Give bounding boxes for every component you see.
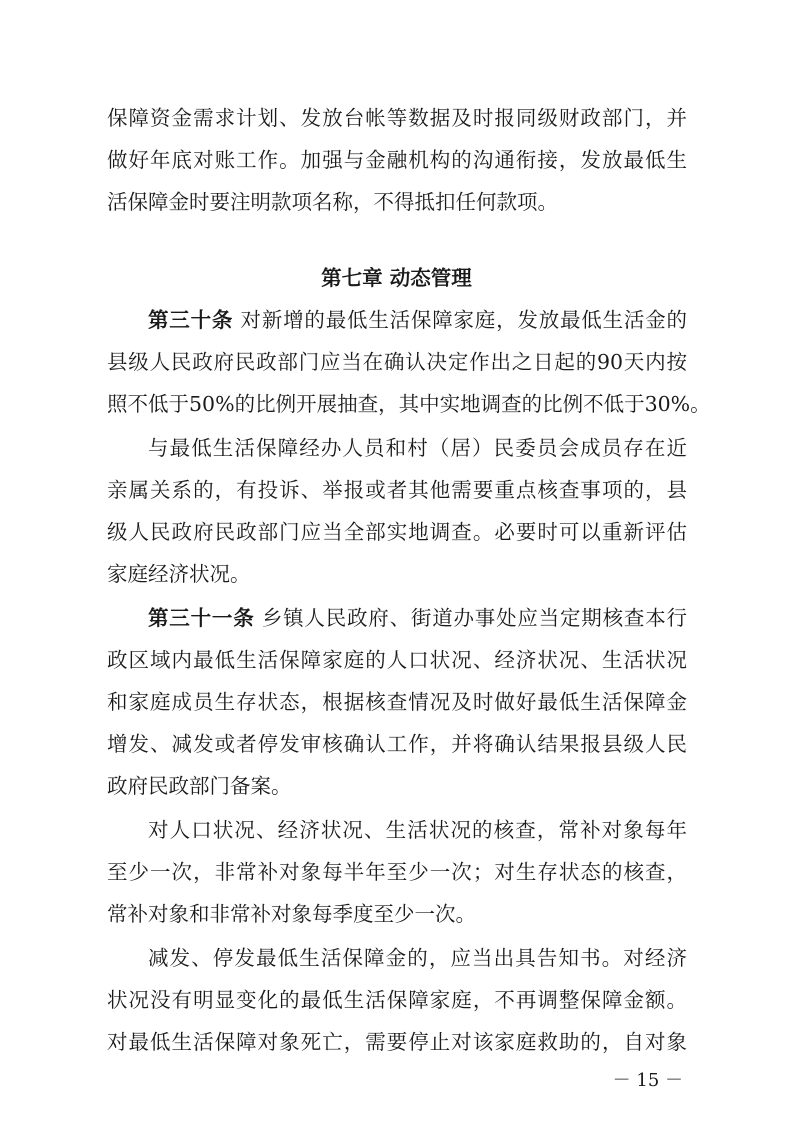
text-line: 对最低生活保障对象死亡，需要停止对该家庭救助的，自对象 bbox=[107, 1030, 687, 1054]
text-line: 照不低于50%的比例开展抽查，其中实地调查的比例不低于30%。 bbox=[107, 392, 711, 416]
text-line: 至少一次，非常补对象每半年至少一次；对生存状态的核查， bbox=[107, 860, 687, 884]
text-line: 常补对象和非常补对象每季度至少一次。 bbox=[107, 902, 476, 926]
text-line: 家庭经济状况。 bbox=[107, 562, 251, 586]
article-31-line bbox=[148, 598, 687, 638]
article-30-line bbox=[148, 300, 687, 340]
text-line: 对人口状况、经济状况、生活状况的核查，常补对象每年 bbox=[148, 818, 687, 842]
text-line: 亲属关系的，有投诉、举报或者其他需要重点核查事项的，县 bbox=[107, 478, 687, 502]
text-line: 县级人民政府民政部门应当在确认决定作出之日起的90天内按 bbox=[107, 350, 687, 374]
text-line: 政府民政部门备案。 bbox=[107, 774, 292, 798]
article-30-text: 对新增的最低生活保障家庭，发放最低生活金的 bbox=[233, 308, 688, 332]
text-line: 状况没有明显变化的最低生活保障家庭，不再调整保障金额。 bbox=[107, 988, 687, 1012]
text-line: 保障资金需求计划、发放台帐等数据及时报同级财政部门，并 bbox=[107, 106, 687, 130]
text-line: 与最低生活保障经办人员和村（居）民委员会成员存在近 bbox=[148, 436, 687, 460]
article-30-label: 第三十条 bbox=[148, 308, 234, 332]
article-31-label: 第三十一条 bbox=[148, 606, 255, 630]
text-line: 做好年底对账工作。加强与金融机构的沟通衔接，发放最低生 bbox=[107, 148, 687, 172]
text-line: 活保障金时要注明款项名称，不得抵扣任何款项。 bbox=[107, 190, 558, 214]
text-line: 政区域内最低生活保障家庭的人口状况、经济状况、生活状况 bbox=[107, 648, 687, 672]
text-line: 减发、停发最低生活保障金的，应当出具告知书。对经济 bbox=[148, 946, 687, 970]
chapter-title: 第七章 动态管理 bbox=[321, 266, 472, 290]
text-line: 和家庭成员生存状态，根据核查情况及时做好最低生活保障金 bbox=[107, 690, 687, 714]
page-number: － 15 － bbox=[612, 1070, 683, 1091]
text-line: 级人民政府民政部门应当全部实地调查。必要时可以重新评估 bbox=[107, 520, 687, 544]
text-line: 增发、减发或者停发审核确认工作，并将确认结果报县级人民 bbox=[107, 732, 687, 756]
article-31-text: 乡镇人民政府、街道办事处应当定期核查本行 bbox=[254, 606, 688, 630]
